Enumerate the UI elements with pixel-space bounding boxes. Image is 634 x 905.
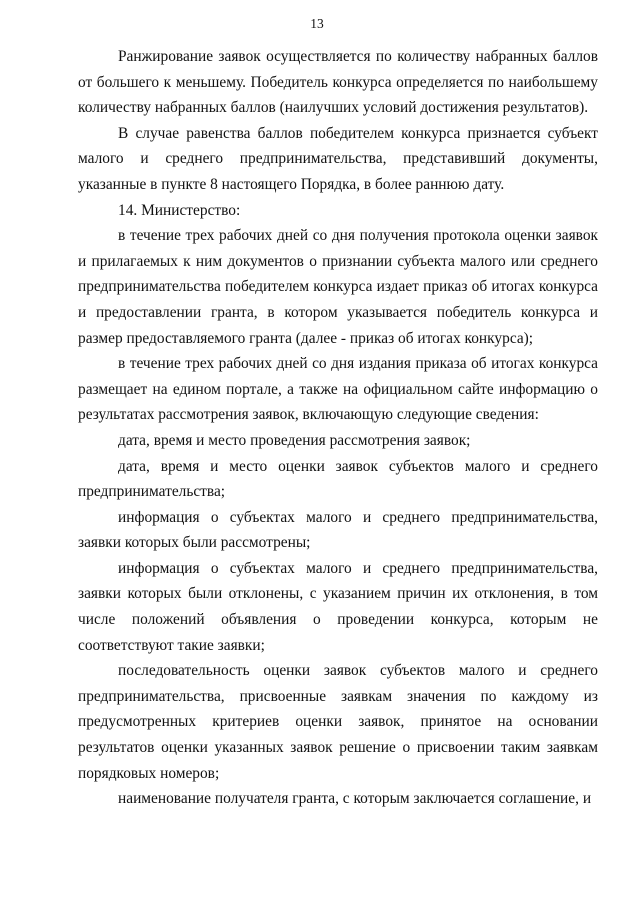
list-item-reviewed-applicants: информация о субъектах малого и среднего предпринимательства, заявки которых были рассмотрены;: [78, 508, 598, 552]
list-item-rejected-applicants: информация о субъектах малого и среднего предпринимательства, заявки которых были отклонены, с указанием причин их отклонения, в том числе положений объявления о проведении конкурса, которым не соответствуют такие заявки;: [78, 559, 598, 654]
paragraph-publication: в течение трех рабочих дней со дня издания приказа об итогах конкурса размещает на едином портале, а также на официальном сайте информацию о результатах рассмотрения заявок, включающую следующие сведения:: [78, 355, 598, 424]
list-item-evaluation-sequence: последовательность оценки заявок субъектов малого и среднего предпринимательства, присвоенные заявкам значения по каждому из предусмотренных критериев оценки заявок, принятое на основании результатов оценки указанных заявок решение о присвоении таким заявкам порядковых номеров;: [78, 662, 598, 782]
paragraph-tie-rule: В случае равенства баллов победителем конкурса признается субъект малого и среднего предпринимательства, представивший документы, указанные в пункте 8 настоящего Порядка, в более раннюю дату.: [78, 124, 598, 193]
list-item-review-date: дата, время и место проведения рассмотрения заявок;: [118, 431, 471, 449]
document-body: [78, 44, 598, 812]
list-item-evaluation-date: дата, время и место оценки заявок субъектов малого и среднего предпринимательства;: [78, 457, 598, 501]
paragraph-order-issuance: в течение трех рабочих дней со дня получения протокола оценки заявок и прилагаемых к ним документов о признании субъекта малого или среднего предпринимательства победителем конкурса издает приказ об итогах конкурса и предоставлении гранта, в котором указывается победитель конкурса и размер предоставляемого гранта (далее - приказ об итогах конкурса);: [78, 227, 598, 347]
list-item-grant-recipient: наименование получателя гранта, с которым заключается соглашение, и: [118, 790, 592, 808]
paragraph-section-14: 14. Министерство:: [118, 201, 241, 219]
page-number: 13: [310, 16, 324, 31]
paragraph-ranking: Ранжирование заявок осуществляется по количеству набранных баллов от большего к меньшему. Победитель конкурса определяется по наибольшему количеству набранных баллов (наилучших условий достижения результатов).: [78, 48, 598, 117]
